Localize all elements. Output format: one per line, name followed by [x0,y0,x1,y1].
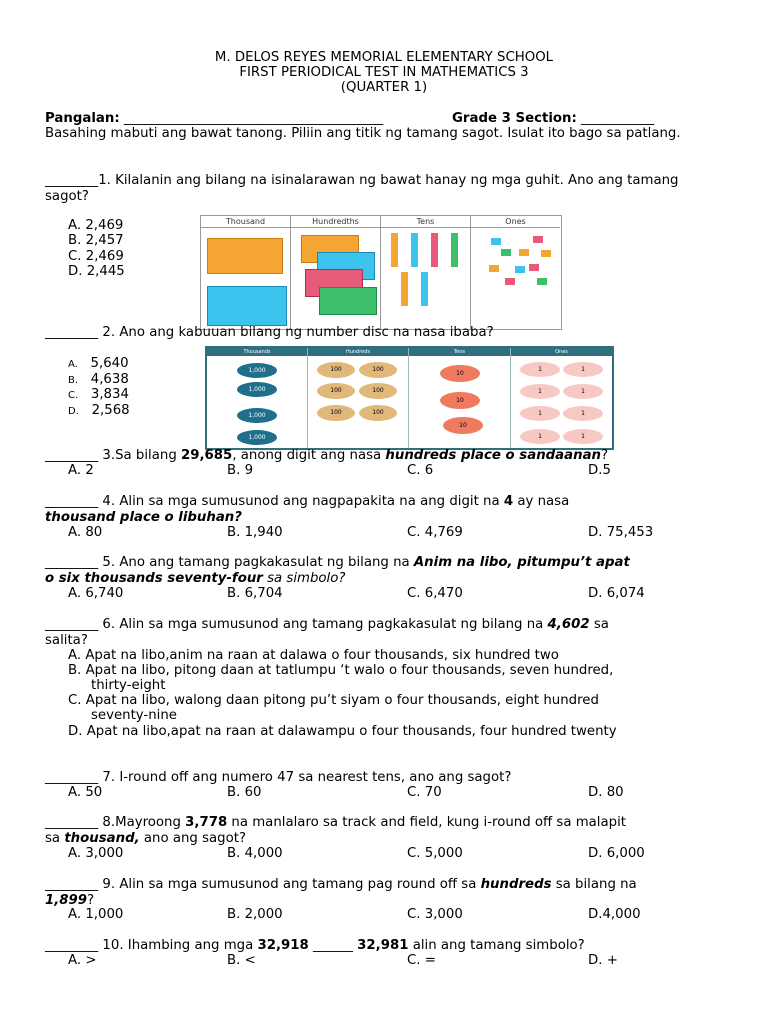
q1-option-c: C. 2,469 [68,249,124,264]
section-label: Grade 3 Section: [452,111,577,126]
q3-option-d: D.5 [588,463,611,478]
question-2-text: 2. Ano ang kabuuan bilang ng number disc na nasa ibaba? [98,325,494,340]
question-8: ________ 8.Mayroong 3,778 na manlalaro sa track and field, kung i-round off sa malapit sa thousand, ano ang sagot? [45,815,626,846]
q1-option-b: B. 2,457 [68,233,124,248]
ten-disc: 10 [440,392,480,409]
hundred-disc: 100 [317,362,355,378]
one-disc: 1 [563,362,603,377]
one-cube [491,238,501,245]
q5-option-a: A. 6,740 [68,586,124,601]
school-name: M. DELOS REYES MEMORIAL ELEMENTARY SCHOOL [214,50,554,65]
col-header-thousand: Thousand [201,216,290,228]
thousand-disc: 1,000 [237,408,277,423]
section-blank: ___________ [581,111,655,126]
question-10: ________ 10. Ihambing ang mga 32,918 ______ 32,981 alin ang tamang simbolo? [45,938,585,953]
q9-option-d: D.4,000 [588,907,641,922]
question-1 [45,173,725,204]
col-header-hundreds: Hundreds [308,348,408,356]
q4-option-b: B. 1,940 [227,525,283,540]
hundred-disc: 100 [359,383,397,399]
q1-option-a: A. 2,469 [68,218,124,233]
place-value-blocks-image [200,215,562,330]
hundred-disc: 100 [359,362,397,378]
q8-option-c: C. 5,000 [407,846,463,861]
col-header-hundreds: Hundredths [291,216,380,228]
ten-disc: 10 [440,365,480,382]
q10-option-c: C. = [407,953,436,968]
q8-option-d: D. 6,000 [588,846,645,861]
q6-option-d: D. Apat na libo,apat na raan at dalawampu o four thousands, four hundred twenty [68,724,617,739]
one-disc: 1 [520,362,560,377]
q2-option-c: C. 3,834 [68,387,129,402]
ten-rod [421,272,428,306]
question-4: ________ 4. Alin sa mga sumusunod ang nagpapakita na ang digit na 4 ay nasa thousand place o libuhan? [45,494,570,525]
q10-option-b: B. < [227,953,256,968]
instructions: Basahing mabuti ang bawat tanong. Piliin ang titik ng tamang sagot. Isulat ito bago sa patlang. [45,126,681,141]
q4-option-a: A. 80 [68,525,103,540]
one-cube [529,264,539,271]
one-disc: 1 [520,429,560,444]
one-disc: 1 [563,406,603,421]
one-disc: 1 [520,384,560,399]
answer-blank: ________ [45,325,99,340]
one-cube [533,236,543,243]
q7-option-d: D. 80 [588,785,624,800]
col-header-ones: Ones [511,348,612,356]
question-2 [45,325,723,341]
q6-option-c: C. Apat na libo, walong daan pitong pu’t siyam o four thousands, eight hundred [68,693,599,708]
question-5: ________ 5. Ano ang tamang pagkakasulat ng bilang na Anim na libo, pitumpu’t apat o six thousands seventy-four sa simbolo? [45,555,630,586]
hundred-disc: 100 [317,383,355,399]
name-label: Pangalan: [45,111,120,126]
thousand-disc: 1,000 [237,430,277,445]
answer-blank: ________ [45,173,99,188]
col-header-tens: Tens [381,216,470,228]
section-line [452,111,654,127]
thousand-block [207,238,283,274]
q2-option-a: A. 5,640 [68,356,129,371]
q3-option-a: A. 2 [68,463,94,478]
q6-option-a: A. Apat na libo,anim na raan at dalawa o four thousands, six hundred two [68,648,559,663]
question-1-text: 1. Kilalanin ang bilang na isinalarawan ng bawat hanay ng mga guhit. Ano ang tamang sagot? [45,173,679,204]
ten-rod [411,233,418,267]
q3-option-b: B. 9 [227,463,254,478]
number-disc-image [205,346,614,450]
q8-option-b: B. 4,000 [227,846,283,861]
q6-option-b-cont: thirty-eight [91,678,166,693]
ten-rod [391,233,398,267]
thousand-disc: 1,000 [237,363,277,378]
one-disc: 1 [563,384,603,399]
one-disc: 1 [520,406,560,421]
q6-option-c-cont: seventy-nine [91,708,177,723]
q4-option-d: D. 75,453 [588,525,654,540]
one-cube [519,249,529,256]
one-cube [515,266,525,273]
q7-option-a: A. 50 [68,785,103,800]
q1-option-d: D. 2,445 [68,264,125,279]
col-header-tens: Tens [409,348,510,356]
one-cube [501,249,511,256]
q5-option-b: B. 6,704 [227,586,283,601]
ten-rod [431,233,438,267]
q7-option-b: B. 60 [227,785,262,800]
thousand-disc: 1,000 [237,382,277,397]
hundred-disc: 100 [359,405,397,421]
q3-option-c: C. 6 [407,463,434,478]
q5-option-d: D. 6,074 [588,586,645,601]
question-9: ________ 9. Alin sa mga sumusunod ang tamang pag round off sa hundreds sa bilang na 1,899? [45,877,637,908]
q6-option-b: B. Apat na libo, pitong daan at tatlumpu ‘t walo o four thousands, seven hundred, [68,663,614,678]
thousand-block [207,286,287,326]
hundred-disc: 100 [317,405,355,421]
q10-option-a: A. > [68,953,97,968]
one-cube [505,278,515,285]
ten-disc: 10 [443,417,483,434]
question-7: ________ 7. I-round off ang numero 47 sa nearest tens, ano ang sagot? [45,770,512,785]
q2-option-d: D. 2,568 [68,403,130,418]
quarter-label: (QUARTER 1) [340,80,428,95]
q8-option-a: A. 3,000 [68,846,124,861]
q9-option-b: B. 2,000 [227,907,283,922]
col-header-thousands: Thousands [207,348,307,356]
one-cube [541,250,551,257]
q10-option-d: D. + [588,953,618,968]
hundred-flat [319,287,377,315]
one-cube [537,278,547,285]
col-header-ones: Ones [471,216,560,228]
name-blank: _______________________________________ [123,111,384,126]
q4-option-c: C. 4,769 [407,525,463,540]
ten-rod [451,233,458,267]
one-cube [489,265,499,272]
question-6: ________ 6. Alin sa mga sumusunod ang tamang pagkakasulat ng bilang na 4,602 sa salita? [45,617,609,648]
name-line [45,111,383,127]
q5-option-c: C. 6,470 [407,586,463,601]
question-3: ________ 3.Sa bilang 29,685, anong digit ang nasa hundreds place o sandaanan? [45,448,609,463]
ten-rod [401,272,408,306]
q2-option-b: B. 4,638 [68,372,129,387]
q9-option-a: A. 1,000 [68,907,124,922]
q7-option-c: C. 70 [407,785,442,800]
test-title: FIRST PERIODICAL TEST IN MATHEMATICS 3 [239,65,529,80]
one-disc: 1 [563,429,603,444]
q9-option-c: C. 3,000 [407,907,463,922]
